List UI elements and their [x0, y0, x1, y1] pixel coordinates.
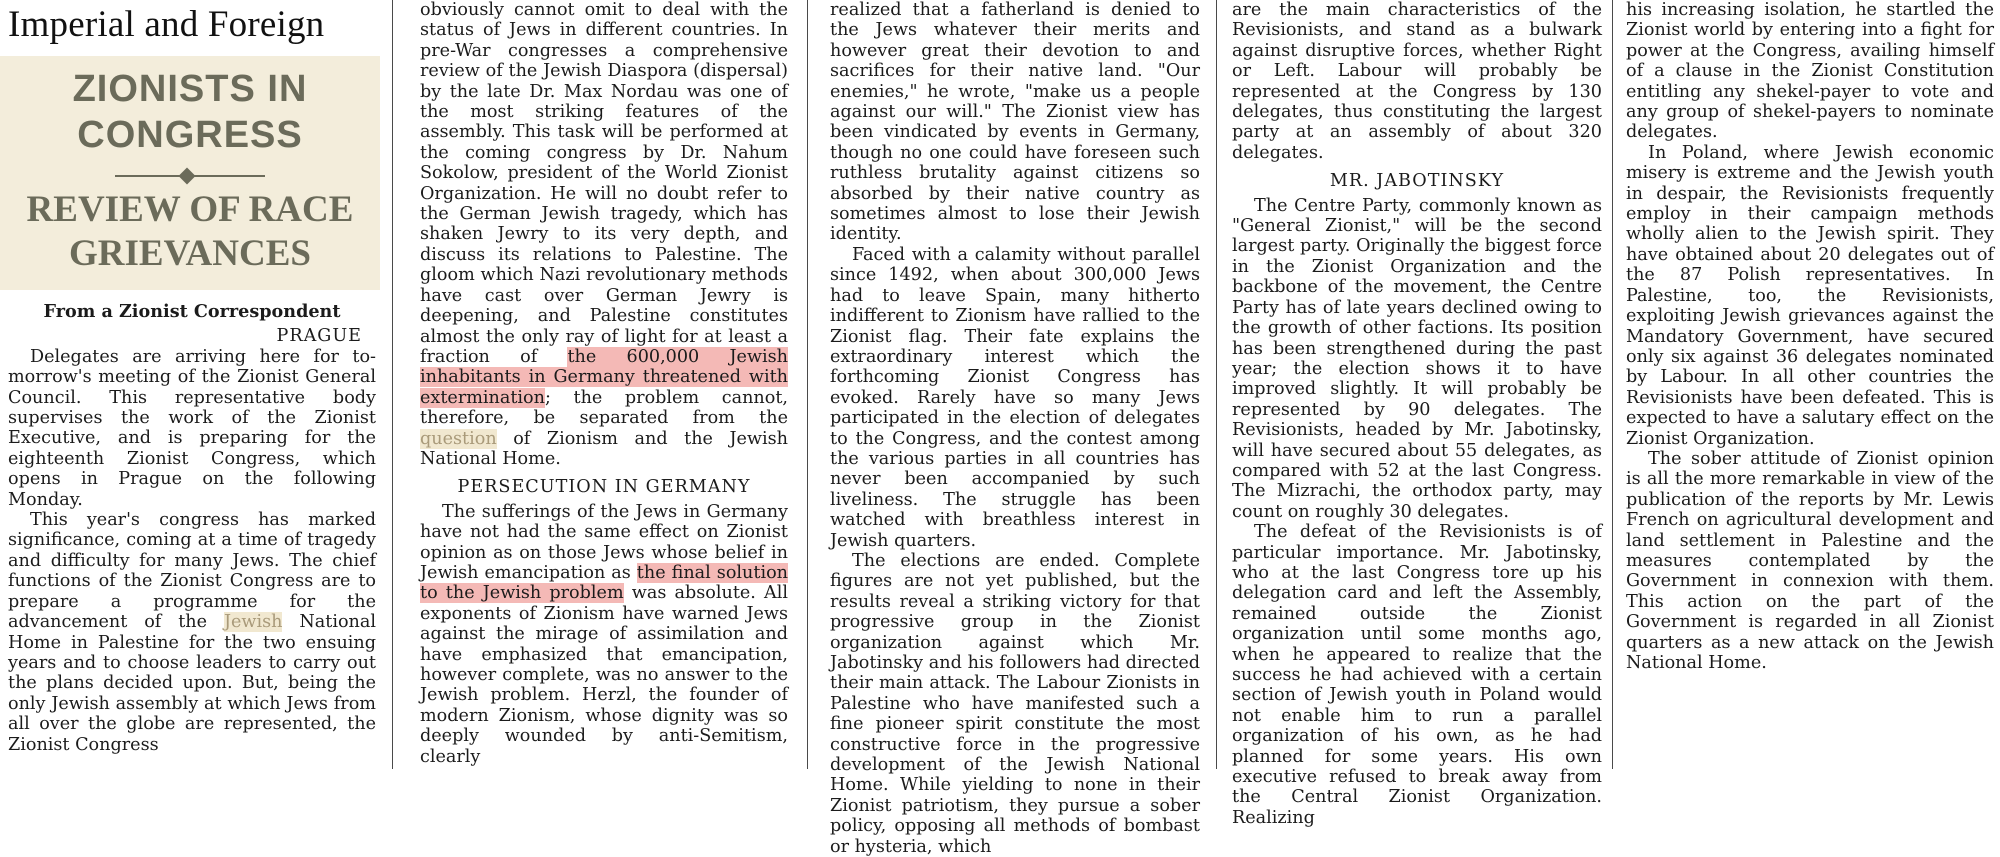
column-2 — [414, 0, 794, 769]
paragraph: obviously cannot omit to deal with the status of Jews in different countries. In pre-War congresses a comprehensive review of the Jewish Diaspora (dispersal) by the late Dr. Max Nordau was one of the most striking features of the assembly. This task will be performed at the coming congress by Dr. Nahum Sokolow, president of the World Zionist Organization. He will no doubt refer to the German Jewish tragedy, which has shaken Jewry to its very depth, and discuss its relations to Palestine. The gloom which Nazi revolutionary methods have cast over German Jewry is deepening, and Palestine constitutes almost the only ray of light for at least a fraction of the 600,000 Jewish inhabitants in Germany threatened with extermination; the problem cannot, therefore, be separated from the question of Zionism and the Jewish National Home. — [420, 0, 788, 469]
column-5 — [1620, 0, 2000, 769]
diamond-ornament-icon — [179, 168, 196, 185]
section-title: Imperial and Foreign — [8, 4, 325, 45]
headline-box — [0, 56, 380, 290]
headline-primary: ZIONISTS IN CONGRESS — [72, 68, 308, 156]
column-rule — [807, 0, 808, 769]
paragraph: realized that a fatherland is denied to the Jews whatever their merits and however great their devotion to and sacrifices for their native land. "Our enemies," he wrote, "make us a people against our will." The Zionist view has been vindicated by events in Germany, though no one could have foreseen such ruthless brutality against citizens so absorbed by their native country as sometimes almost to lose their Jewish identity. — [830, 0, 1200, 245]
paragraph: his increasing isolation, he startled the Zionist world by entering into a fight for power at the Congress, availing himself of a clause in the Zionist Constitution entitling any shekel-payer to vote and any group of shekel-payers to nominate delegates. — [1626, 0, 1994, 143]
highlight-pink: the final solution to the Jewish problem — [420, 562, 788, 604]
column-rule — [392, 0, 393, 769]
paragraph: This year's congress has marked significance, coming at a time of tragedy and difficulty for many Jews. The chief functions of the Zionist Congress are to prepare a programme for the advancement of the Jewish National Home in Palestine for the two ensuing years and to choose leaders to carry out the plans decided upon. But, being the only Jewish assembly at which Jews from all over the globe are represented, the Zionist Congress — [8, 510, 377, 755]
paragraph: The Centre Party, commonly known as "General Zionist," will be the second largest party. Originally the biggest force in the Zionist Organization and the backbone of the movement, the Centre Party has of late years declined owing to the growth of other factions. Its position has been strengthened during the past year; the election shows it to have improved slightly. It will probably be represented by 90 delegates. The Revisionists, headed by Mr. Jabotinsky, will have secured about 55 delegates, as compared with 52 at the last Congress. The Mizrachi, the orthodox party, may count on roughly 30 delegates. — [1232, 195, 1602, 522]
paragraph: In Poland, where Jewish economic misery is extreme and the Jewish youth in despair, the Revisionists frequently employ in their campaign methods wholly alien to the Jewish spirit. They have obtained about 20 delegates out of the 87 Polish representatives. In Palestine, too, the Revisionists, exploiting Jewish grievances against the Mandatory Government, have secured only six against 36 delegates nominated by Labour. In all other countries the Revisionists have been defeated. This is expected to have a salutary effect on the Zionist Organization. — [1626, 142, 1994, 449]
paragraph: are the main characteristics of the Revisionists, and stand as a bulwark against disruptive forces, whether Right or Left. Labour will probably be represented at the Congress by 130 delegates, thus constituting the largest party at an assembly of about 320 delegates. — [1232, 0, 1602, 163]
column-1 — [0, 0, 380, 769]
column-rule — [1612, 0, 1613, 769]
highlight-pink: the 600,000 Jewish inhabitants in Germany threatened with extermination — [420, 346, 788, 408]
paragraph: The sufferings of the Jews in Germany have not had the same effect on Zionist opinion as on those Jews whose belief in Jewish emancipation as the final solution to the Jewish problem was absolute. All exponents of Zionism have warned Jews against the mirage of assimilation and have emphasized that emancipation, however complete, was no answer to the Jewish problem. Herzl, the founder of modern Zionism, whose dignity was so deeply wounded by anti-Semitism, clearly — [420, 501, 788, 767]
subheading: MR. JABOTINSKY — [1329, 171, 1505, 192]
dateline: PRAGUE — [276, 326, 362, 347]
headline-divider — [115, 170, 265, 182]
highlight-tan: Jewish — [223, 612, 283, 633]
paragraph: The sober attitude of Zionist opinion is all the more remarkable in view of the publication of the reports by Mr. Lewis French on agricultural development and land settlement in Palestine and the measures contemplated by the Government in connexion with them. This action on the part of the Government is regarded in all Zionist quarters as a new attack on the Jewish National Home. — [1626, 448, 1994, 673]
paragraph: Delegates are arriving here for to-morrow's meeting of the Zionist General Council. This representative body supervises the work of the Zionist Executive, and is preparing for the eighteenth Zionist Congress, which opens in Prague on the following Monday. — [8, 346, 376, 510]
column-3 — [824, 0, 1206, 857]
paragraph: The defeat of the Revisionists is of particular importance. Mr. Jabotinsky, who at the last Congress tore up his delegation card and left the Assembly, remained outside the Zionist organization until some months ago, when he appeared to realize that the success he had achieved with a certain section of Jewish youth in Poland would not enable him to run a parallel organization of his own, as he had planned for some years. His own executive refused to break away from the Central Zionist Organization. Realizing — [1232, 522, 1602, 828]
column-4 — [1226, 0, 1608, 828]
paragraph: The elections are ended. Complete figures are not yet published, but the results reveal a striking victory for that progressive group in the Zionist organization against which Mr. Jabotinsky and his followers had directed their main attack. The Labour Zionists in Palestine who have manifested such a fine pioneer spirit constitute the most constructive force in the progressive development of the Jewish National Home. While yielding to none in their Zionist patriotism, they pursue a sober policy, opposing all methods of bombast or hysteria, which — [830, 550, 1200, 857]
byline: From a Zionist Correspondent — [43, 301, 341, 322]
paragraph: Faced with a calamity without parallel since 1492, when about 300,000 Jews had to leave Spain, many hitherto indifferent to Zionism have rallied to the Zionist flag. Their fate explains the extraordinary interest which the forthcoming Zionist Congress has evoked. Rarely have so many Jews participated in the election of delegates to the Congress, and the contest among the various parties in all countries has never been accompanied by such liveliness. The struggle has been watched with breathless interest in Jewish quarters. — [830, 244, 1200, 551]
headline-secondary: REVIEW OF RACE GRIEVANCES — [26, 189, 354, 274]
column-rule — [1216, 0, 1217, 769]
subheading: PERSECUTION IN GERMANY — [457, 477, 751, 498]
highlight-tan: question — [420, 428, 497, 449]
